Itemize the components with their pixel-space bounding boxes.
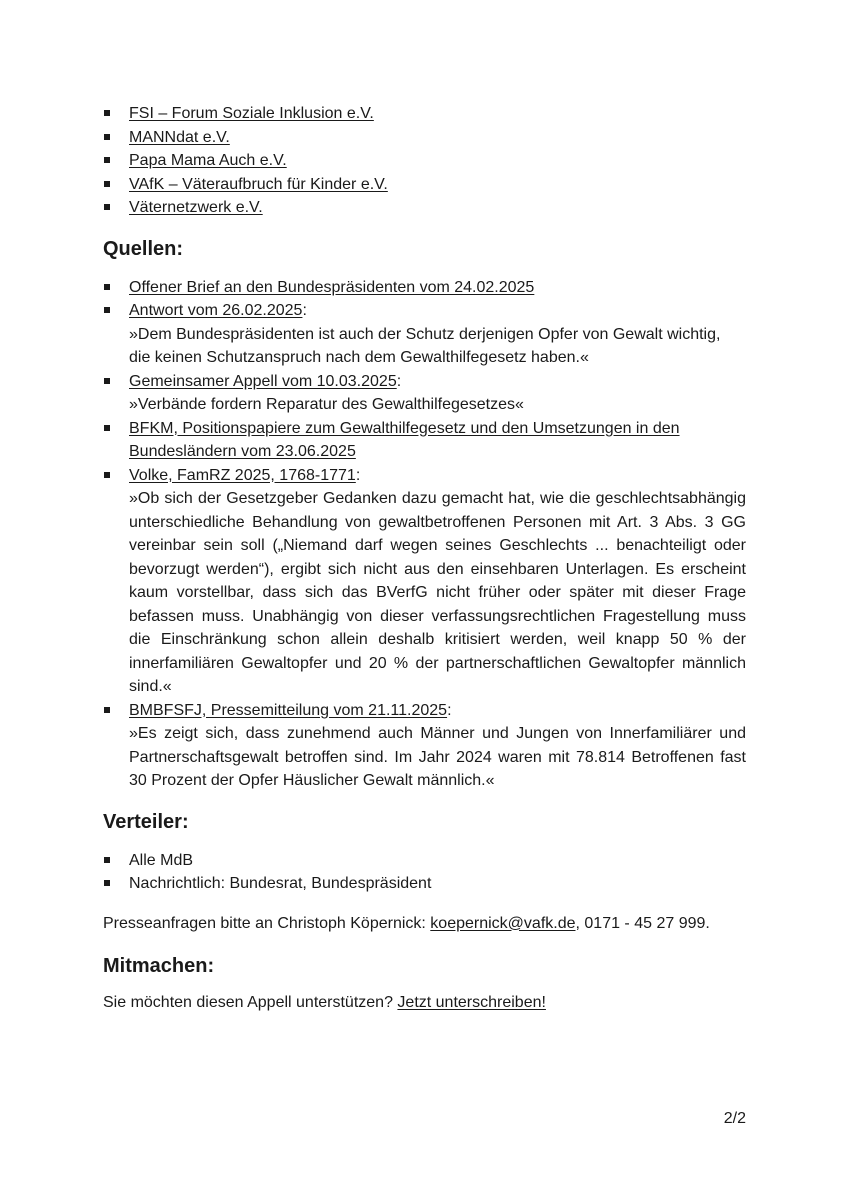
- list-item: [103, 276, 746, 300]
- source-link-antwort[interactable]: Antwort vom 26.02.2025: [129, 302, 303, 319]
- list-item: [103, 699, 746, 793]
- verteiler-list: [103, 849, 746, 896]
- org-list: [103, 102, 746, 220]
- list-item: Nachrichtlich: Bundesrat, Bundespräsident: [103, 872, 746, 896]
- org-link-vaeternetzwerk[interactable]: Väternetzwerk e.V.: [129, 199, 263, 216]
- source-quote: »Ob sich der Gesetzgeber Gedanken dazu gemacht hat, wie die geschlechtsabhängig unterschiedliche Behandlung von gewaltbetroffenen Personen mit Art. 3 Abs. 3 GG vereinbar sein soll („Niemand darf wegen seines Geschlechts ... benachteiligt oder bevorzugt werden“), ergibt sich nicht aus den einsehbaren Unterlagen. Es erscheint kaum vorstellbar, dass sich das BVerfG nicht früher oder später mit dieser Frage befassen muss. Unabhängig von dieser verfassungsrechtlichen Fragestellung muss die Einschränkung schon allein deshalb kritisiert werden, weil knapp 50 % der innerfamiliären Gewaltopfer und 20 % der partnerschaftlichen Gewaltopfer männlich sind.«: [129, 490, 746, 695]
- source-link-gemeinsamer-appell[interactable]: Gemeinsamer Appell vom 10.03.2025: [129, 372, 397, 390]
- source-link-bmbfsfj[interactable]: BMBFSFJ, Pressemitteilung vom 21.11.2025: [129, 701, 448, 719]
- source-quote: »Verbände fordern Reparatur des Gewalthilfegesetzes«: [129, 396, 524, 413]
- list-item: Alle MdB: [103, 849, 746, 873]
- mitmachen-heading: Mitmachen:: [103, 955, 215, 977]
- list-item: [103, 173, 746, 197]
- source-suffix: :: [396, 372, 402, 390]
- org-link-fsi[interactable]: FSI – Forum Soziale Inklusion e.V.: [129, 105, 374, 122]
- source-link-offener-brief[interactable]: Offener Brief an den Bundespräsidenten vom 24.02.2025: [129, 278, 535, 296]
- source-suffix: :: [302, 302, 307, 319]
- sign-now-link[interactable]: Jetzt unterschreiben!: [397, 994, 546, 1011]
- list-item: [103, 464, 746, 699]
- list-item: [103, 102, 746, 126]
- org-link-papa-mama-auch[interactable]: Papa Mama Auch e.V.: [129, 152, 287, 169]
- press-contact: [103, 912, 746, 936]
- page-number: 2/2: [723, 1110, 746, 1127]
- source-link-volke-famrz[interactable]: Volke, FamRZ 2025, 1768-1771: [129, 466, 356, 484]
- source-quote: »Es zeigt sich, dass zunehmend auch Männer und Jungen von Innerfamiliärer und Partnerschaftsgewalt betroffen sind. Im Jahr 2024 waren mit 78.814 Betroffenen fast 30 Prozent der Opfer Häuslicher Gewalt männlich.«: [129, 725, 746, 789]
- mitmachen-text: [103, 991, 746, 1015]
- document-page: [103, 102, 746, 1015]
- press-suffix: , 0171 - 45 27 999.: [575, 914, 710, 932]
- press-prefix: Presseanfragen bitte an Christoph Köpernick:: [103, 914, 431, 932]
- org-link-manndat[interactable]: MANNdat e.V.: [129, 128, 230, 146]
- list-item: [103, 299, 746, 370]
- list-item: [103, 149, 746, 173]
- source-link-bfkm[interactable]: BFKM, Positionspapiere zum Gewalthilfegesetz und den Umsetzungen in den Bundesländern vom 23.06.2025: [129, 419, 680, 460]
- list-item: [103, 370, 746, 417]
- quellen-list: [103, 276, 746, 793]
- org-link-vafk[interactable]: VAfK – Väteraufbruch für Kinder e.V.: [129, 175, 388, 193]
- source-suffix: :: [355, 466, 361, 484]
- verteiler-heading: Verteiler:: [103, 810, 189, 833]
- source-quote: »Dem Bundespräsidenten ist auch der Schutz derjenigen Opfer von Gewalt wichtig, die keinen Schutzanspruch nach dem Gewalthilfegesetz haben.«: [129, 325, 721, 366]
- press-email-link[interactable]: koepernick@vafk.de: [430, 914, 576, 932]
- list-item: [103, 417, 746, 464]
- source-suffix: :: [447, 701, 452, 719]
- list-item: [103, 126, 746, 150]
- mitmachen-prompt: Sie möchten diesen Appell unterstützen?: [103, 994, 398, 1011]
- quellen-heading: Quellen:: [103, 237, 184, 260]
- list-item: [103, 196, 746, 220]
